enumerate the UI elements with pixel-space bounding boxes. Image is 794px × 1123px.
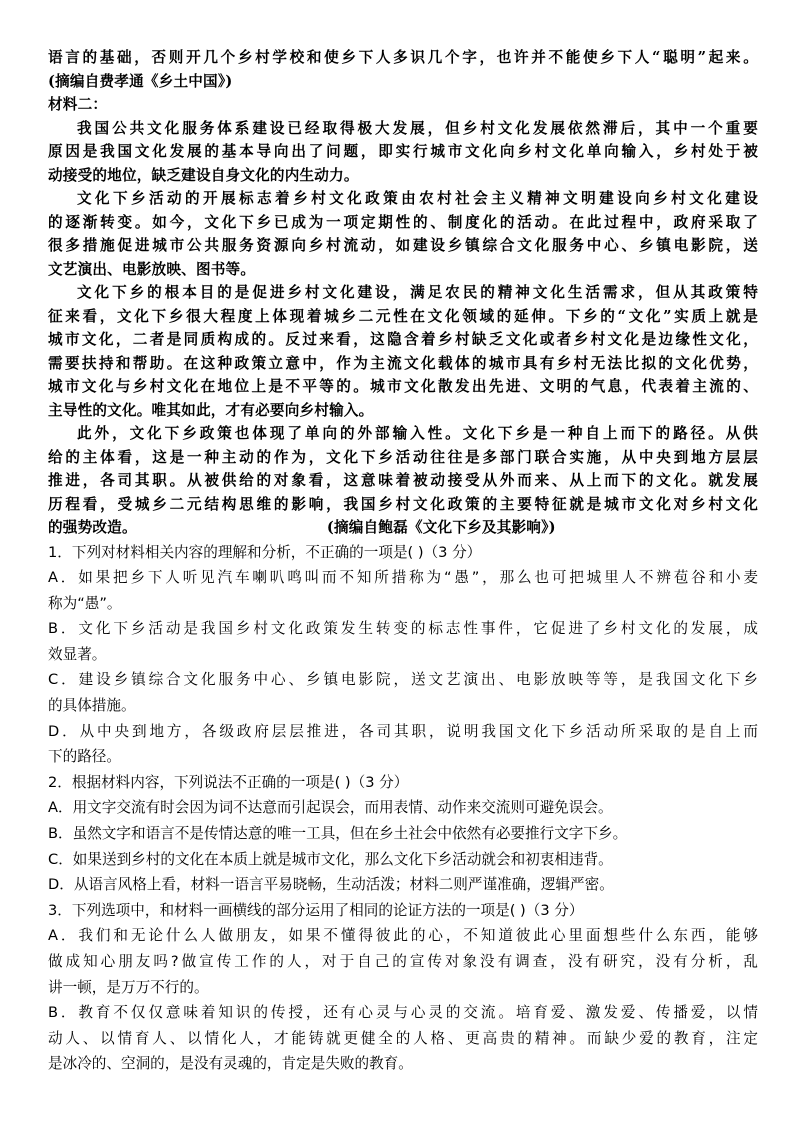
text-line: 城市文化，二者是同质构成的。反过来看，这隐含着乡村缺乏文化或者乡村文化是边缘性文化，	[48, 331, 758, 348]
option-text: 动人、以情育人、以情化人，才能铸就更健全的人格、更高贵的精神。而缺少爱的教育，注定	[48, 1029, 758, 1047]
text-line: 城市文化与乡村文化在地位上是不平等的。城市文化散发出先进、文明的气息，代表着主流的、	[48, 378, 758, 395]
paragraph	[48, 187, 758, 281]
option-text: 做成知心朋友吗?做宣传工作的人，对于自己的宣传对象没有调查，没有研究，没有分析，乱	[48, 953, 758, 970]
option-text: B．教育不仅仅意味着知识的传授，还有心灵与心灵的交流。培育爱、激发爱、传播爱，以情	[48, 1004, 758, 1022]
option-text: D．从中央到地方，各级政府层层推进，各司其职，说明我国文化下乡活动所采取的是自上而	[48, 722, 758, 740]
text-line: 我国公共文化服务体系建设已经取得极大发展，但乡村文化发展依然滞后，其中一个重要	[77, 119, 758, 137]
option-text: 效显著。	[48, 645, 107, 663]
text-line: 推进，各司其职。从被供给的对象看，这意味着被动接受从外而来、从上而下的文化。就发展	[48, 472, 758, 489]
option-c[interactable]: C．如果送到乡村的文化在本质上就是城市文化，那么文化下乡活动就会和初衷相违背。	[48, 850, 613, 868]
paragraph	[48, 117, 758, 188]
question-stem: 1．下列对材料相关内容的理解和分析，不正确的一项是( )（3 分）	[48, 543, 482, 561]
option-b[interactable]	[48, 1000, 758, 1077]
section-heading: 材料二：	[48, 96, 108, 113]
option-text: 下的路径。	[48, 748, 121, 766]
option-a[interactable]	[48, 923, 758, 1000]
material-two	[48, 93, 758, 540]
option-b[interactable]	[48, 616, 758, 667]
question-stem: 2．根据材料内容，下列说法不正确的一项是( )（3 分）	[48, 773, 409, 791]
text-line: 需要扶持和帮助。在这种政策立意中，作为主流文化载体的城市具有乡村无法比拟的文化优势，	[48, 354, 758, 372]
question-2	[48, 770, 758, 898]
text-line: 给的主体看，这是一种主动的作为，文化下乡活动往往是多部门联合实施，从中央到地方层层	[48, 448, 758, 466]
option-text: 的具体措施。	[48, 697, 136, 715]
document-page	[48, 46, 758, 1077]
text-line: 文化下乡活动的开展标志着乡村文化政策由农村社会主义精神文明建设向乡村文化建设	[77, 190, 758, 207]
option-text: 是冰冷的、空洞的，是没有灵魂的，肯定是失败的教育。	[48, 1055, 413, 1073]
source-citation: (摘编自费孝通《乡土中国》)	[48, 72, 233, 90]
text-line: 的强势改造。 (摘编自鲍磊《文化下乡及其影响》)	[48, 519, 556, 536]
option-b[interactable]: B．虽然文字和语言不是传情达意的唯一工具，但在乡土社会中依然有必要推行文字下乡。	[48, 825, 628, 843]
option-text: A．我们和无论什么人做朋友，如果不懂得彼此的心，不知道彼此心里面想些什么东西，能够	[48, 927, 758, 945]
question-3	[48, 898, 758, 1077]
option-text: B．文化下乡活动是我国乡村文化政策发生转变的标志性事件，它促进了乡村文化的发展，成	[48, 620, 758, 638]
text-line: 征来看，文化下乡很大程度上体现着城乡二元性在文化领域的延伸。下乡的“文化”实质上就是	[48, 307, 758, 325]
option-c[interactable]	[48, 667, 758, 718]
text-line: 很多措施促进城市公共服务资源向乡村流动，如建设乡镇综合文化服务中心、乡镇电影院，送	[48, 237, 758, 254]
question-1	[48, 540, 758, 770]
paragraph	[48, 422, 758, 540]
text-line: 文化下乡的根本目的是促进乡村文化建设，满足农民的精神文化生活需求，但从其政策特	[77, 284, 758, 301]
paragraph	[48, 281, 758, 422]
text-line: 历程看，受城乡二元结构思维的影响，我国乡村文化政策的主要特征就是城市文化对乡村文化	[48, 495, 758, 513]
option-d[interactable]: D．从语言风格上看，材料一语言平易晓畅，生动活泼；材料二则严谨准确，逻辑严密。	[48, 876, 614, 894]
text-line: 主导性的文化。唯其如此，才有必要向乡村输入。	[48, 401, 374, 419]
text-line: 原因是我国文化发展的基本导向出了问题，即实行城市文化向乡村文化单向输入，乡村处于被	[48, 143, 758, 160]
option-d[interactable]	[48, 719, 758, 770]
text-line: 语言的基础，否则开几个乡村学校和使乡下人多识几个字，也许并不能使乡下人“聪明”起来。	[48, 49, 758, 66]
material-one-tail	[48, 46, 758, 93]
option-text: 讲一顿，是万万不行的。	[48, 978, 209, 996]
option-text: A．如果把乡下人听见汽车喇叭鸣叫而不知所措称为“愚”，那么也可把城里人不辨苞谷和小麦	[48, 569, 758, 587]
text-line: 动接受的地位，缺乏建设自身文化的内生动力。	[48, 166, 359, 184]
option-text: C．建设乡镇综合文化服务中心、乡镇电影院，送文艺演出、电影放映等等，是我国文化下乡	[48, 671, 758, 689]
question-stem: 3．下列选项中，和材料一画横线的部分运用了相同的论证方法的一项是( )（3 分）	[48, 901, 584, 919]
text-line: 此外，文化下乡政策也体现了单向的外部输入性。文化下乡是一种自上而下的路径。从供	[77, 425, 758, 442]
option-text: 称为“愚”。	[48, 594, 122, 612]
text-line: 文艺演出、电影放映、图书等。	[48, 260, 256, 278]
option-a[interactable]	[48, 565, 758, 616]
option-a[interactable]: A．用文字交流有时会因为词不达意而引起误会，而用表情、动作来交流则可避免误会。	[48, 799, 613, 817]
text-line: 的逐渐转变。如今，文化下乡已成为一项定期性的、制度化的活动。在此过程中，政府采取了	[48, 213, 758, 231]
